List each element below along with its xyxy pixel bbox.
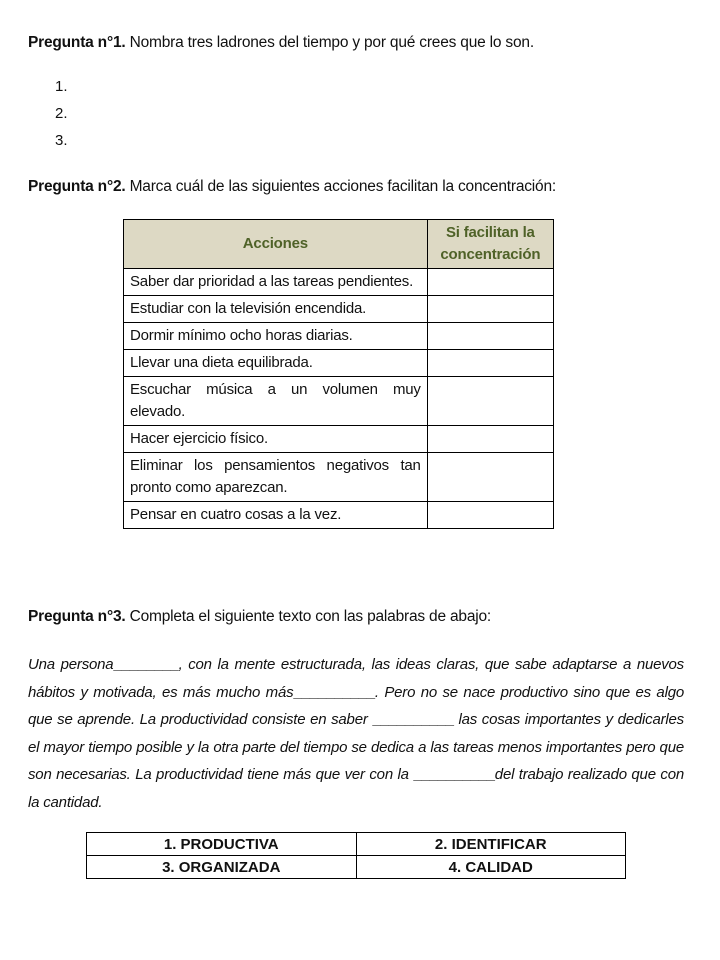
action-cell: Dormir mínimo ocho horas diarias.: [124, 323, 428, 350]
blank-2[interactable]: __________: [293, 683, 375, 701]
word-bank-item: 4. CALIDAD: [356, 856, 626, 879]
word-bank-item: 1. PRODUCTIVA: [87, 833, 357, 856]
action-cell: Pensar en cuatro cosas a la vez.: [124, 502, 428, 529]
question-2-label: Pregunta n°2.: [28, 178, 126, 195]
action-cell: Hacer ejercicio físico.: [124, 426, 428, 453]
answer-line-3[interactable]: 3.: [55, 132, 68, 149]
check-cell[interactable]: [427, 269, 553, 296]
action-cell: Llevar una dieta equilibrada.: [124, 350, 428, 377]
question-3-label: Pregunta n°3.: [28, 608, 126, 625]
blank-3[interactable]: __________: [372, 711, 454, 728]
action-cell: Escuchar música a un volumen muy elevado.: [124, 377, 428, 426]
blank-1[interactable]: ________: [113, 656, 179, 673]
check-cell[interactable]: [427, 426, 553, 453]
table-row: [124, 269, 554, 296]
table-row: [124, 453, 554, 502]
paragraph-text: , con la mente estructurada, las ideas claras, que sabe adaptarse a nuevos hábitos y motivada, es más mucho más: [28, 656, 684, 701]
actions-table: [123, 219, 554, 529]
table-row: [124, 377, 554, 426]
check-cell[interactable]: [427, 296, 553, 323]
answer-line-1[interactable]: 1.: [55, 78, 68, 95]
word-bank-item: 2. IDENTIFICAR: [356, 833, 626, 856]
check-cell[interactable]: [427, 377, 553, 426]
table-row: [124, 296, 554, 323]
table-row: [87, 856, 626, 879]
table-row: [124, 426, 554, 453]
header-actions: Acciones: [124, 220, 428, 269]
question-2: [28, 177, 556, 197]
check-cell[interactable]: [427, 323, 553, 350]
check-cell[interactable]: [427, 350, 553, 377]
question-1-label: Pregunta n°1.: [28, 34, 126, 51]
check-cell[interactable]: [427, 502, 553, 529]
table-row: [124, 323, 554, 350]
table-row: [87, 833, 626, 856]
paragraph-text: . Pero no se nace productivo sino que es algo que se aprende. La productividad consiste en saber: [28, 683, 684, 728]
header-facilitates: Si facilitan la concentración: [427, 220, 553, 269]
paragraph-text: las cosas importantes y dedicarles el mayor tiempo posible y la otra parte del tiempo se dedica a las tareas menos importantes pero que son necesarias. La productividad tiene más que ver con la: [28, 711, 684, 783]
actions-table-header: [124, 220, 554, 269]
paragraph-text: Una persona: [28, 656, 114, 673]
word-bank-item: 3. ORGANIZADA: [87, 856, 357, 879]
action-cell: Eliminar los pensamientos negativos tan pronto como aparezcan.: [124, 453, 428, 502]
question-1-text: Nombra tres ladrones del tiempo y por qué crees que lo son.: [125, 34, 534, 51]
question-3-text: Completa el siguiente texto con las palabras de abajo:: [125, 608, 492, 625]
action-cell: Estudiar con la televisión encendida.: [124, 296, 428, 323]
blank-4[interactable]: __________: [413, 766, 495, 783]
question-1: [28, 33, 534, 53]
table-row: [124, 350, 554, 377]
question-2-text: Marca cuál de las siguientes acciones facilitan la concentración:: [125, 178, 556, 195]
check-cell[interactable]: [427, 453, 553, 502]
answer-list: [55, 77, 68, 158]
table-row: [124, 502, 554, 529]
word-bank-table: [86, 832, 626, 879]
answer-line-2[interactable]: 2.: [55, 105, 68, 122]
action-cell: Saber dar prioridad a las tareas pendientes.: [124, 269, 428, 296]
paragraph-text: del trabajo realizado que con la cantidad.: [28, 766, 684, 811]
question-3: [28, 607, 491, 627]
fill-in-paragraph: [28, 651, 684, 816]
